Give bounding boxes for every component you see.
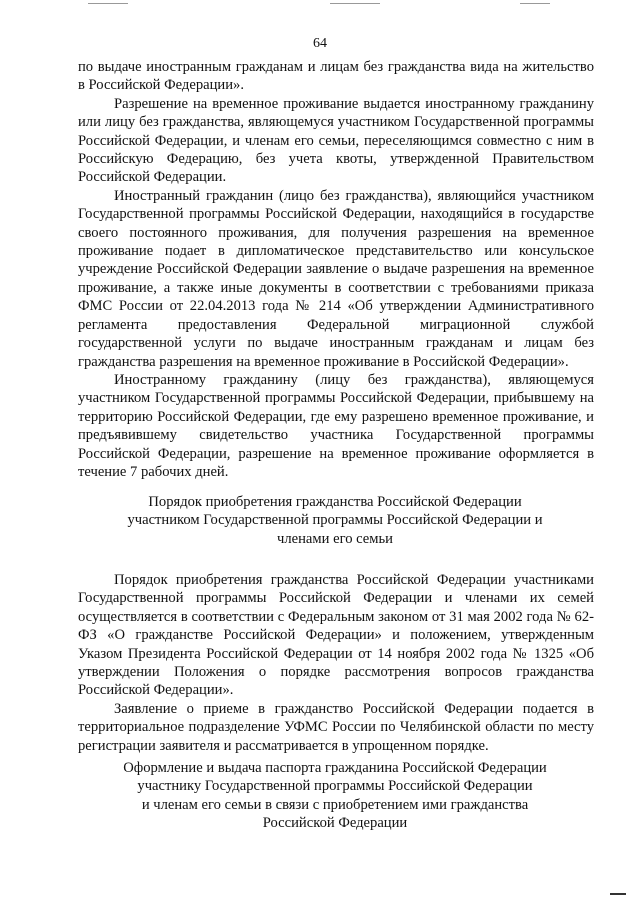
section-heading: [100, 759, 570, 833]
scan-artifact: [520, 3, 550, 4]
section-heading: [100, 493, 570, 548]
paragraph: Заявление о приеме в гражданство Российской Федерации подается в территориальное подразделение УФМС России по Челябинской области по месту регистрации заявителя и рассматривается в упрощенном порядке.: [78, 700, 594, 754]
heading-line: Российской Федерации: [262, 815, 408, 832]
heading-line: участником Государственной программы Российской Федерации и: [127, 512, 543, 529]
heading-line: Порядок приобретения гражданства Российской Федерации: [148, 494, 522, 510]
body-mid: [78, 571, 594, 755]
paragraph: по выдаче иностранным гражданам и лицам без гражданства вида на жительство в Российской Федерации».: [78, 59, 594, 94]
heading-line: и членам его семьи в связи с приобретением ими гражданства: [141, 796, 529, 813]
heading-line: Оформление и выдача паспорта гражданина Российской Федерации: [123, 760, 547, 776]
heading-line: членами его семьи: [277, 530, 393, 547]
paragraph: Порядок приобретения гражданства Российской Федерации участниками Государственной программы Российской Федерации и членами их семей осуществляется в соответствии с Федеральным законом от 31 мая 2002 года № 62-ФЗ «О гражданстве Российской Федерации» и положением, утвержденным Указом Президента Российской Федерации от 14 ноября 2002 года № 1325 «Об утверждении Положения о порядке рассмотрения вопросов гражданства Российской Федерации».: [78, 572, 594, 699]
paragraph: Иностранный гражданин (лицо без гражданства), являющийся участником Государственной программы Российской Федерации, находящийся в государстве своего постоянного проживания, для получения разрешения на временное проживание подает в дипломатическое представительство или консульское учреждение Российской Федерации заявление о выдаче разрешения на временное проживание, а также иные документы в соответствии с требованиями приказа ФМС России от 22.04.2013 года № 214 «Об утверждении Административного регламента предоставления Федеральной миграционной службой государственной услуги по выдаче иностранным гражданам и лицам без гражданства разрешения на временное проживание в Российской Федерации».: [78, 187, 594, 370]
body-top: [78, 58, 594, 481]
paragraph: Разрешение на временное проживание выдается иностранному гражданину или лицу без гражданства, являющемуся участником Государственной программы Российской Федерации, и членам его семьи, переселяющимся совместно с ним в Российскую Федерацию, без учета квоты, утвержденной Правительством Российской Федерации.: [78, 95, 594, 186]
heading-line: участнику Государственной программы Российской Федерации: [137, 778, 533, 795]
paragraph: Иностранному гражданину (лицу без гражданства), являющемуся участником Государственной программы Российской Федерации, прибывшему на территорию Российской Федерации, где ему разрешено временное проживание, и предъявившему свидетельство участника Государственной программы Российской Федерации, разрешение на временное проживание оформляется в течение 7 рабочих дней.: [78, 371, 594, 480]
scan-artifact: [610, 893, 626, 895]
page-number: 64: [313, 36, 327, 51]
scan-artifact: [330, 3, 380, 4]
scan-artifact: [88, 3, 128, 4]
